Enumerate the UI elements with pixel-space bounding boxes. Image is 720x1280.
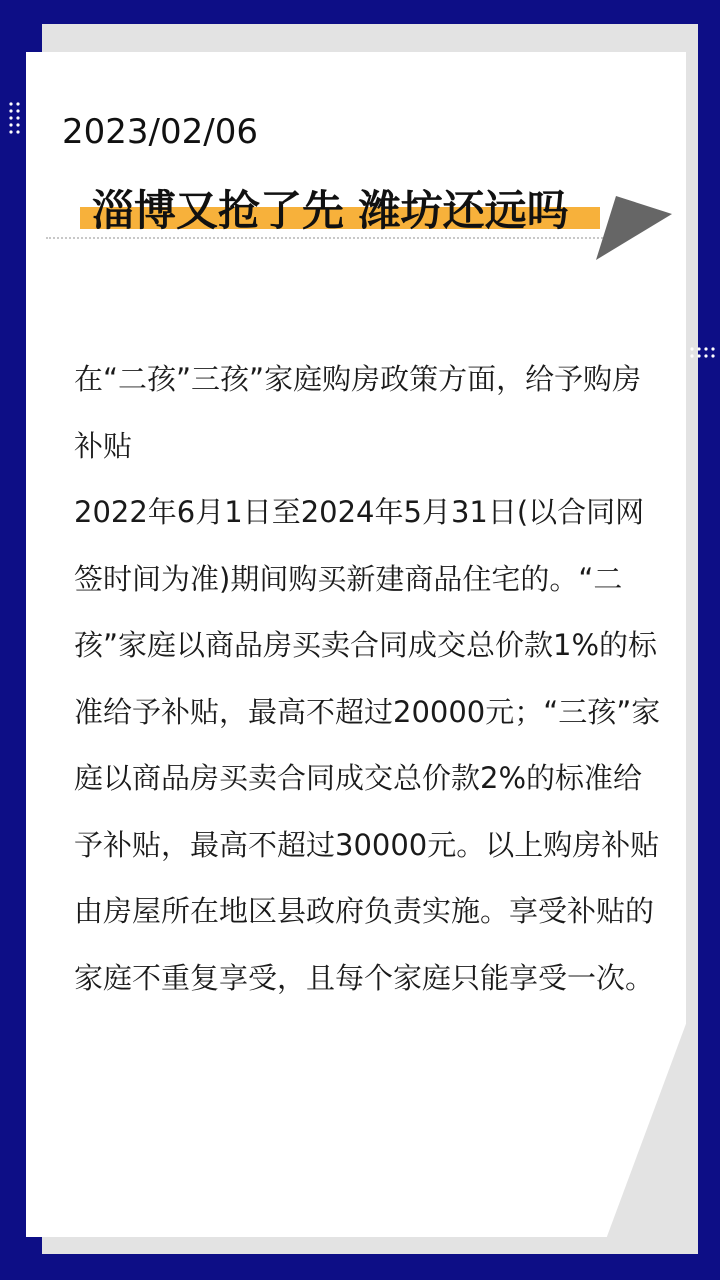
paragraph-policy-intro: 在“二孩”三孩”家庭购房政策方面，给予购房补贴 <box>74 362 642 463</box>
paragraph-policy-details: 2022年6月1日至2024年5月31日(以合同网签时间为准)期间购买新建商品住宅的。“二孩”家庭以商品房买卖合同成交总价款1%的标准给予补贴，最高不超过20000元；“三孩”家庭以商品房买卖合同成交总价款2%的标准给予补贴，最高不超过30000元。以上购房补贴由房屋所在地区县政府负责实施。享受补贴的家庭不重复享受，且每个家庭只能享受一次。 <box>74 495 661 995</box>
date-label: 2023/02/06 <box>62 112 258 152</box>
headline-title: 淄博又抢了先 潍坊还远吗 <box>92 186 569 235</box>
dotted-divider <box>46 237 606 239</box>
triangle-arrow-icon <box>594 196 674 262</box>
dot-grid-icon-right <box>688 344 720 364</box>
article-body <box>74 346 664 1011</box>
dot-grid-icon <box>7 100 23 134</box>
